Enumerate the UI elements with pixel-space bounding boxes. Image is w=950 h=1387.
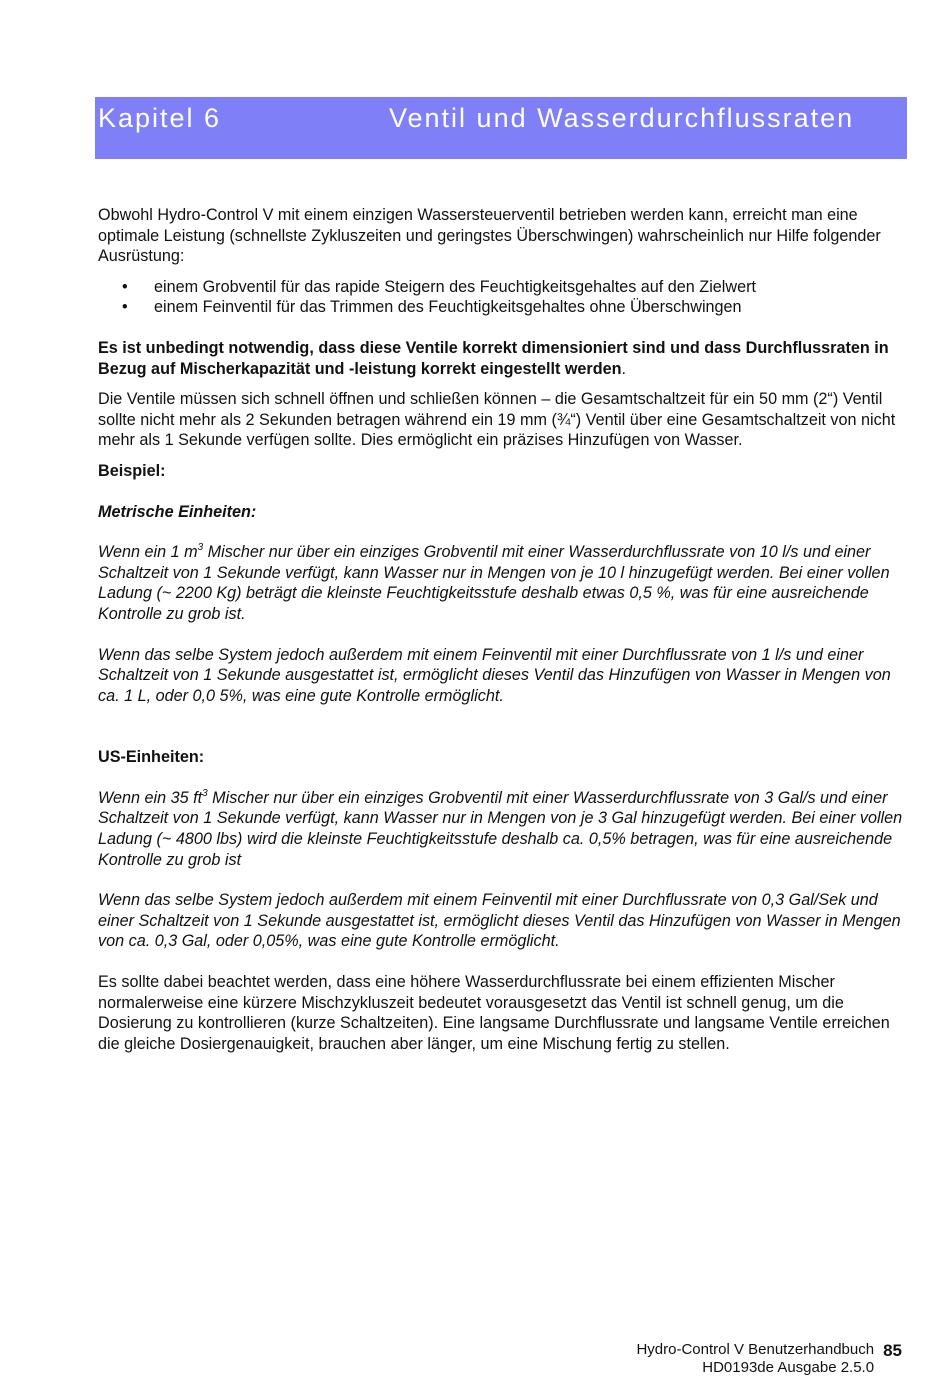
us-heading: US-Einheiten: xyxy=(98,748,205,767)
important-note xyxy=(98,338,903,379)
list-item: • einem Feinventil für das Trimmen des Feuchtigkeitsgehaltes ohne Überschwingen xyxy=(98,297,903,318)
page-footer xyxy=(636,1341,902,1377)
valves-paragraph: Die Ventile müssen sich schnell öffnen und schließen können – die Gesamtschaltzeit für ein 50 mm (2“) Ventil sollte nicht mehr als 2 Sekunden betragen während ein 19 mm (¾“) Ventil über eine Gesamtschaltzeit von nicht mehr als 1 Sekunde verfügen sollte. Dies ermöglicht ein präzises Hinzufügen von Wasser. xyxy=(98,390,896,450)
footer-text xyxy=(636,1341,874,1377)
chapter-title: Ventil und Wasserdurchflussraten xyxy=(389,103,855,133)
us-p1-rest: Mischer nur über ein einziges Grobventil mit einer Wasserdurchflussrate von 3 Gal/s und einer Schaltzeit von 1 Sekunde verfügt, kann Wasser nur in Mengen von je 3 Gal hinzugefügt werden. Bei einer vollen Ladung (~ 4800 lbs) wird die kleinste Feuchtigkeitsstufe deshalb ca. 0,5% betragen, was für eine ausreichende Kontrolle zu grob ist xyxy=(98,788,903,869)
example-heading: Beispiel: xyxy=(98,461,166,480)
list-item: • einem Grobventil für das rapide Steigern des Feuchtigkeitsgehaltes auf den Zielwert xyxy=(98,277,903,298)
intro-paragraph: Obwohl Hydro-Control V mit einem einzigen Wassersteuerventil betrieben werden kann, erreicht man eine optimale Leistung (schnellste Zykluszeiten und geringstes Überschwingen) wahrscheinlich nur Hilfe folgender Ausrüstung: xyxy=(98,206,881,266)
important-note-bold: Es ist unbedingt notwendig, dass diese Ventile korrekt dimensioniert sind und dass Durchflussraten in Bezug auf Mischerkapazität und -leistung korrekt eingestellt werden xyxy=(98,338,889,378)
us-p1-start: Wenn ein 35 ft xyxy=(98,788,203,807)
us-paragraph-1 xyxy=(98,788,903,870)
metric-p1-rest: Mischer nur über ein einziges Grobventil mit einer Wasserdurchflussrate von 10 l/s und einer Schaltzeit von 1 Sekunde verfügt, kann Wasser nur in Mengen von je 10 l hinzugefügt werden. Bei einer vollen Ladung (~ 2200 Kg) beträgt die kleinste Feuchtigkeitsstufe deshalb etwas 0,5 %, was für eine ausreichende Kontrolle zu grob ist. xyxy=(98,543,890,623)
us-superscript: 3 xyxy=(202,787,208,799)
important-note-end: . xyxy=(621,359,627,378)
chapter-number: Kapitel 6 xyxy=(98,103,222,133)
us-paragraph-2: Wenn das selbe System jedoch außerdem mit einem Feinventil mit einer Durchflussrate von 0,3 Gal/Sek und einer Schaltzeit von 1 Sekunde ausgestattet ist, ermöglicht dieses Ventil das Hinzufügen von Wasser in Mengen von ca. 0,3 Gal, oder 0,05%, was eine gute Kontrolle ermöglicht. xyxy=(98,891,901,951)
metric-superscript: 3 xyxy=(197,542,204,554)
page-content xyxy=(98,205,903,1054)
chapter-header xyxy=(95,97,907,159)
metric-heading: Metrische Einheiten: xyxy=(98,502,257,521)
metric-paragraph-2: Wenn das selbe System jedoch außerdem mit einem Feinventil mit einer Durchflussrate von 1 l/s und einer Schaltzeit von 1 Sekunde ausgestattet ist, ermöglicht dieses Ventil das Hinzufügen von Wasser in Mengen von ca. 1 L, oder 0,0 5%, was eine gute Kontrolle ermöglicht. xyxy=(98,645,891,705)
page-number: 85 xyxy=(883,1341,902,1360)
footer-manual-title: Hydro-Control V Benutzerhandbuch xyxy=(636,1341,875,1358)
metric-p1-start: Wenn ein 1 m xyxy=(98,543,198,562)
equipment-list xyxy=(98,277,903,318)
footer-edition: HD0193de Ausgabe 2.5.0 xyxy=(702,1359,875,1376)
conclusion-paragraph: Es sollte dabei beachtet werden, dass eine höhere Wasserdurchflussrate bei einem effizienten Mischer normalerweise eine kürzere Mischzykluszeit bedeutet vorausgesetzt das Ventil ist schnell genug, um die Dosierung zu kontrollieren (kurze Schaltzeiten). Eine langsame Durchflussrate und langsame Ventile erreichen die gleiche Dosiergenauigkeit, brauchen aber länger, um eine Mischung fertig zu stellen. xyxy=(98,973,890,1053)
metric-paragraph-1 xyxy=(98,542,903,624)
